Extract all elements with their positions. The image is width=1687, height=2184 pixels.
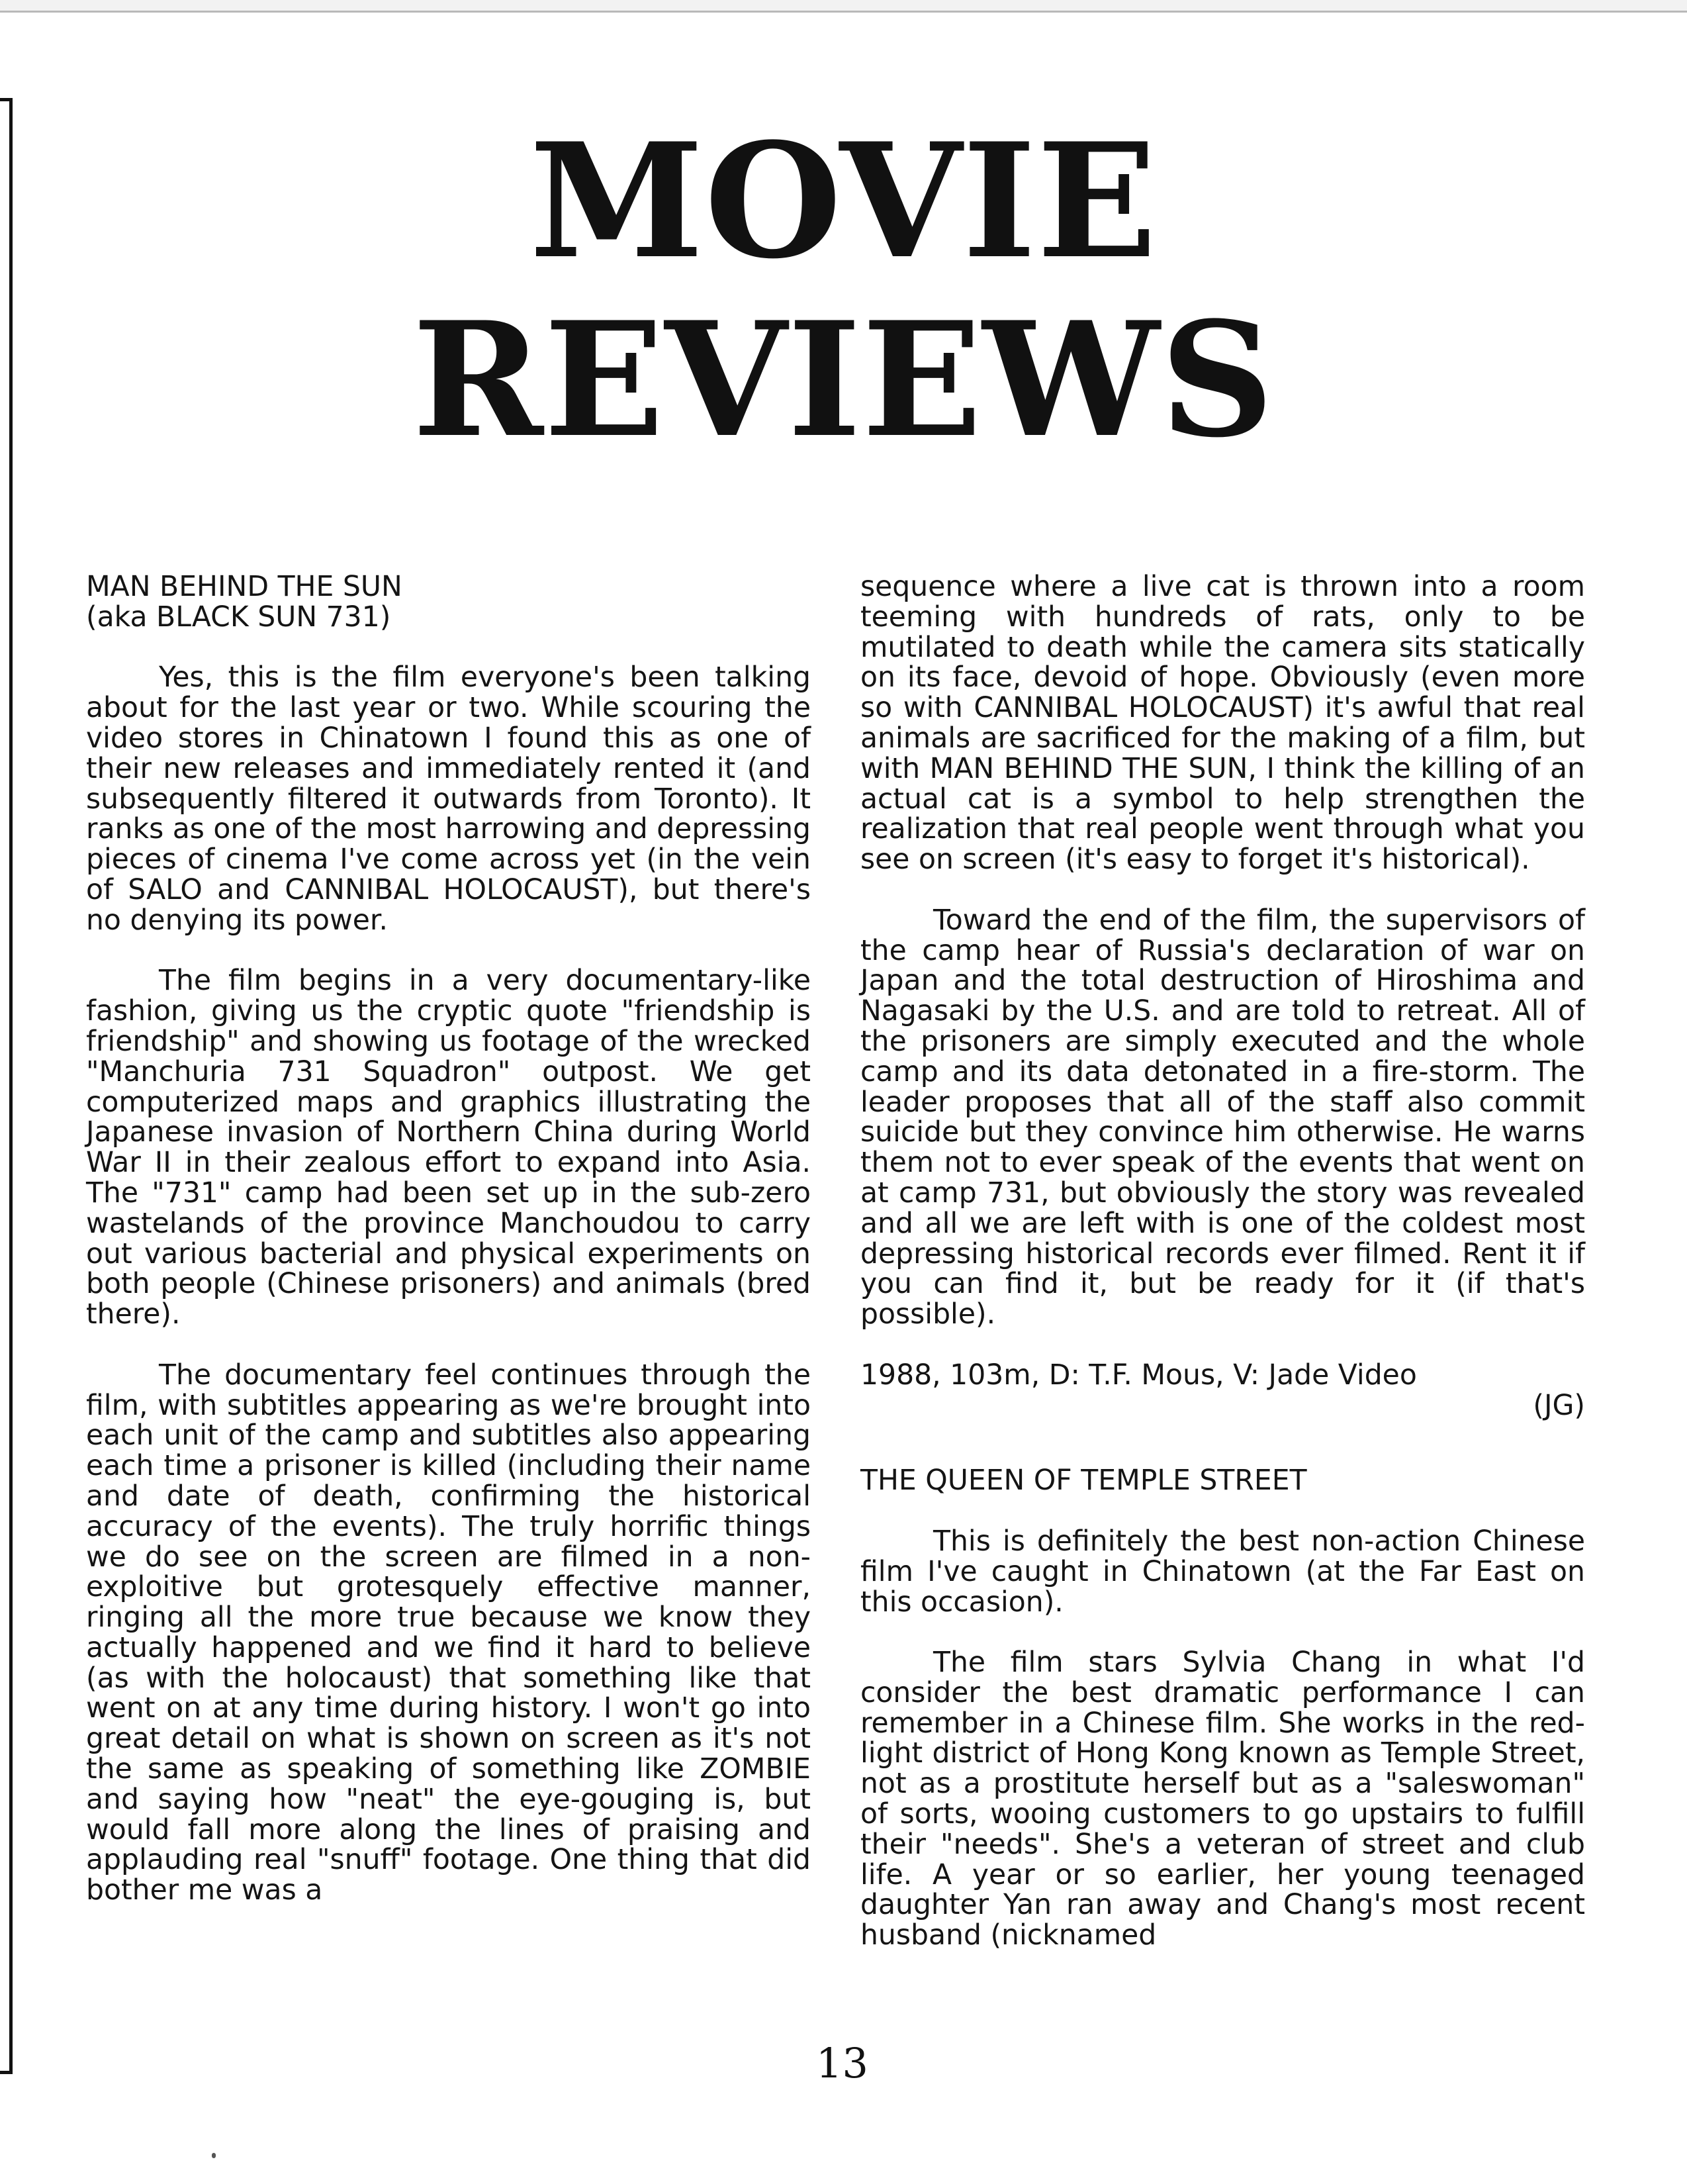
page-title-line-1: MOVIE bbox=[529, 109, 1158, 294]
film-credits: 1988, 103m, D: T.F. Mous, V: Jade Video bbox=[860, 1358, 1417, 1392]
body-paragraph: The film begins in a very documentary-like fashion, giving us the cryptic quote "friendship is friendship" and showing us footage of the wrecked "Manchuria 731 Squadron" outpost. We get computerized maps and graphics illustrating the Japanese invasion of Northern China during World War II in their zealous effort to expand into Asia. The "731" camp had been set up in the sub-zero wastelands of the province Manchoudou to carry out various bacterial and physical experiments on both people (Chinese prisoners) and animals (bred there). bbox=[86, 965, 811, 1331]
body-paragraph: Toward the end of the film, the supervisors of the camp hear of Russia's declaration of war on Japan and the total destruction of Hiroshima and Nagasaki by the U.S. and are told to retreat. All of the prisoners are simply executed and the whole camp and its data detonated in a fire-storm. The leader proposes that all of the staff also commit suicide but they convince him otherwise. He warns them not to ever speak of the events that went on at camp 731, but obviously the story was revealed and all we are left with is one of the coldest most depressing historical records ever filmed. Rent it if you can find it, but be ready for it (if that's possible). bbox=[860, 904, 1585, 1331]
right-column bbox=[860, 572, 1585, 1951]
scan-speck bbox=[212, 2153, 216, 2158]
top-edge-rule bbox=[0, 0, 1687, 13]
left-column bbox=[86, 572, 811, 1906]
body-paragraph: This is definitely the best non-action Chinese film I've caught in Chinatown (at the Far East on this occasion). bbox=[860, 1525, 1585, 1619]
body-paragraph: sequence where a live cat is thrown into a room teeming with hundreds of rats, only to be mutilated to death while the camera sits statically on its face, devoid of hope. Obviously (even more so with CANNIBAL HOLOCAUST) it's awful that real animals are sacrificed for the making of a film, but with MAN BEHIND THE SUN, I think the killing of an actual cat is a symbol to help strengthen the realization that real people went through what you see on screen (it's easy to forget it's historical). bbox=[860, 571, 1585, 877]
page-number: 13 bbox=[816, 2039, 868, 2087]
reviewer-initials: (JG) bbox=[1533, 1389, 1585, 1422]
review-subtitle: (aka BLACK SUN 731) bbox=[86, 600, 391, 634]
body-paragraph: The documentary feel continues through the film, with subtitles appearing as we're brought into each unit of the camp and subtitles also appearing each time a prisoner is killed (including their name and date of death, confirming the historical accuracy of the events). The truly horrific things we do see on the screen are filmed in a non-exploitive but grotesquely effective manner, ringing all the more true because we know they actually happened and we find it hard to believe (as with the holocaust) that something like that went on at any time during history. I won't go into great detail on what is shown on screen as it's not the same as speaking of something like ZOMBIE and saying how "neat" the eye-gouging is, but would fall more along the lines of praising and applauding real "snuff" footage. One thing that did bother me was a bbox=[86, 1358, 811, 1907]
review-title: MAN BEHIND THE SUN bbox=[86, 571, 402, 603]
page-title-line-2: REVIEWS bbox=[412, 288, 1275, 473]
body-paragraph: Yes, this is the film everyone's been talking about for the last year or two. While scouring the video stores in Chinatown I found this as one of their new releases and immediately rented it (and subsequently filtered it outwards from Toronto). It ranks as one of the most harrowing and depressing pieces of cinema I've come across yet (in the vein of SALO and CANNIBAL HOLOCAUST), but there's no denying its power. bbox=[86, 661, 811, 937]
review-title: THE QUEEN OF TEMPLE STREET bbox=[860, 1464, 1307, 1497]
body-paragraph: The film stars Sylvia Chang in what I'd consider the best dramatic performance I can remember in a Chinese film. She works in the red-light district of Hong Kong known as Temple Street, not as a prostitute herself but as a "saleswoman" of sorts, wooing customers to go upstairs to fulfill their "needs". She's a veteran of street and club life. A year or so earlier, her young teenaged daughter Yan ran away and Chang's most recent husband (nicknamed bbox=[860, 1646, 1585, 1952]
